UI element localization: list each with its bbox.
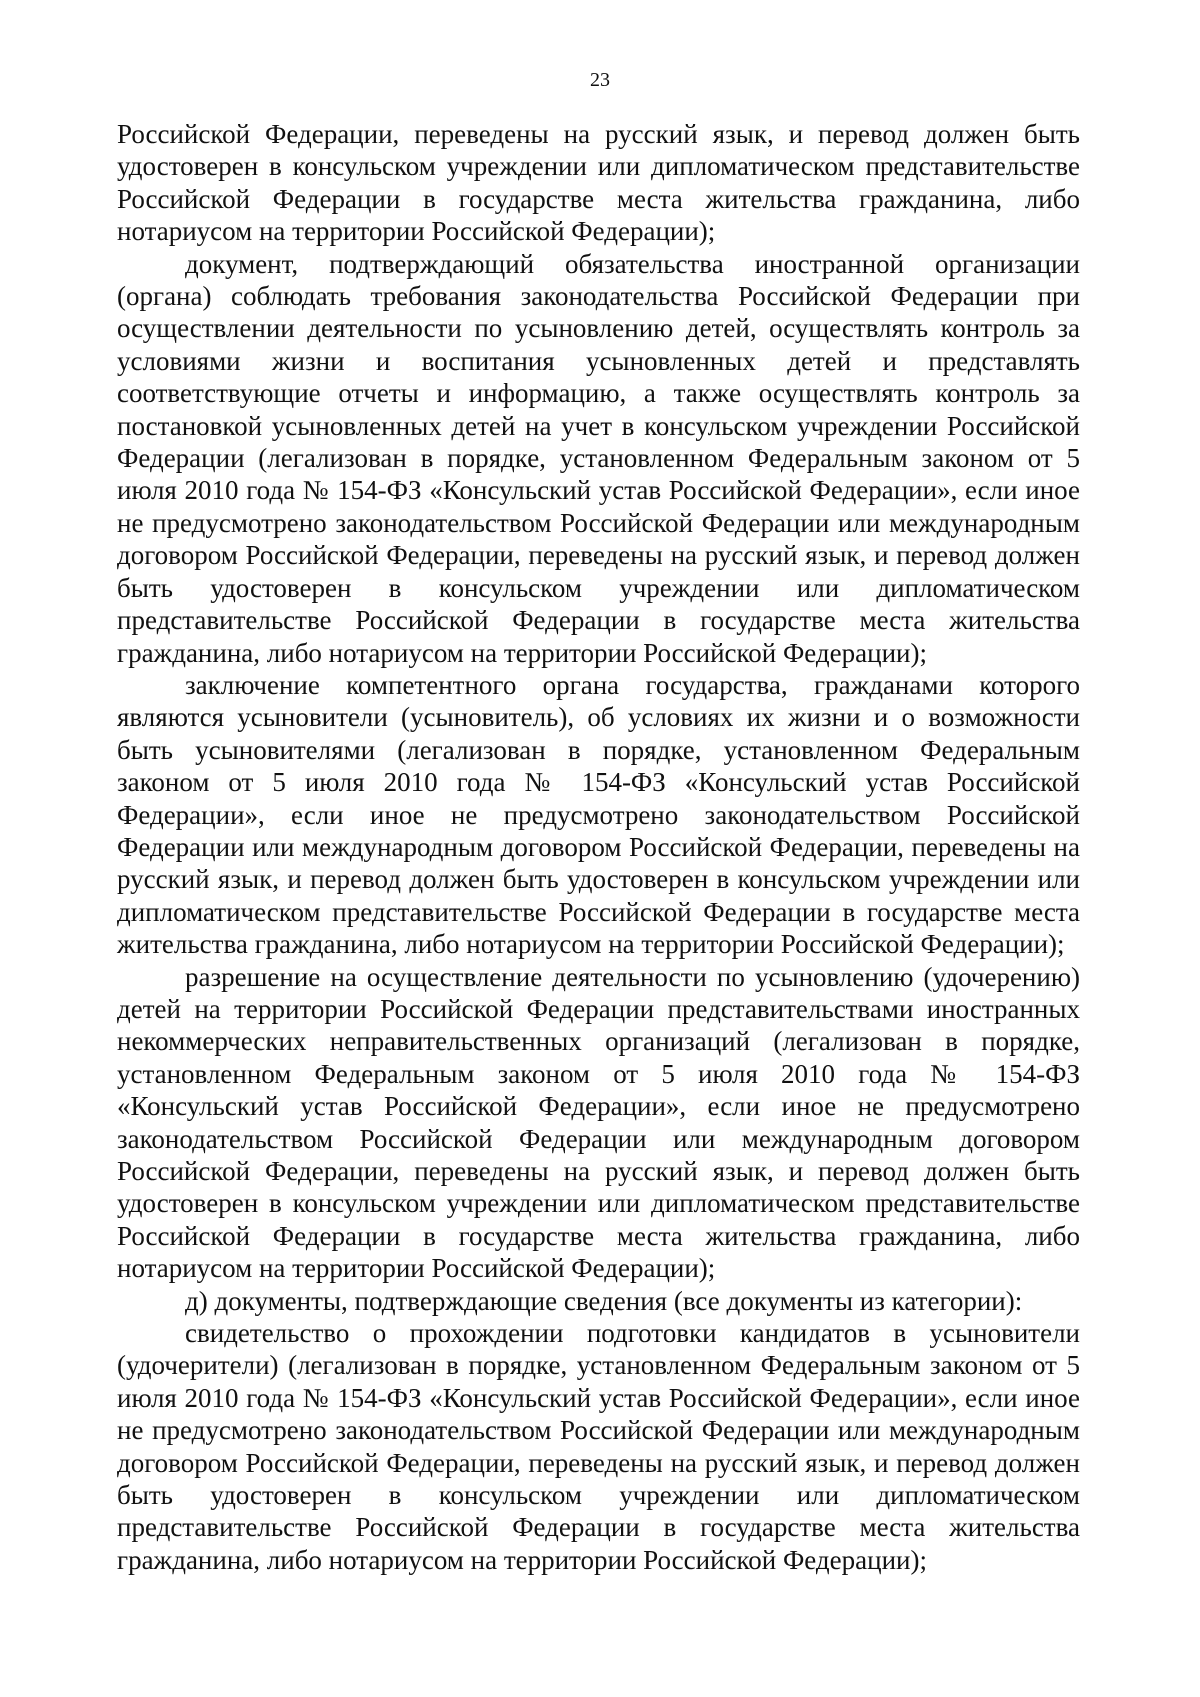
paragraph-item-d-heading: д) документы, подтверждающие сведения (все документы из категории): <box>185 1285 1023 1316</box>
paragraph-activity-permit: разрешение на осуществление деятельности по усыновлению (удочерению) детей на территории Российской Федерации представительствами иностранных некоммерческих неправительственных организаций (легализован в порядке, установленном Федеральным законом от 5 июля 2010 года № 154-ФЗ «Консульский устав Российской Федерации», если иное не предусмотрено законодательством Российской Федерации или международным договором Российской Федерации, переведены на русский язык, и перевод должен быть удостоверен в консульском учреждении или дипломатическом представительстве Российской Федерации в государстве места жительства гражданина, либо нотариусом на территории Российской Федерации); <box>117 961 1080 1284</box>
document-body <box>117 118 1080 1576</box>
page-number: 23 <box>590 69 610 91</box>
paragraph-competent-authority-conclusion: заключение компетентного органа государства, гражданами которого являются усыновители (усыновитель), об условиях их жизни и о возможности быть усыновителями (легализован в порядке, установленном Федеральным законом от 5 июля 2010 года № 154-ФЗ «Консульский устав Российской Федерации», если иное не предусмотрено законодательством Российской Федерации или международным договором Российской Федерации, переведены на русский язык, и перевод должен быть удостоверен в консульском учреждении или дипломатическом представительстве Российской Федерации в государстве места жительства гражданина, либо нотариусом на территории Российской Федерации); <box>117 669 1080 960</box>
paragraph-organization-obligations: документ, подтверждающий обязательства иностранной организации (органа) соблюдать требования законодательства Российской Федерации при осуществлении деятельности по усыновлению детей, осуществлять контроль за условиями жизни и воспитания усыновленных детей и представлять соответствующие отчеты и информацию, а также осуществлять контроль за постановкой усыновленных детей на учет в консульском учреждении Российской Федерации (легализован в порядке, установленном Федеральным законом от 5 июля 2010 года № 154-ФЗ «Консульский устав Российской Федерации», если иное не предусмотрено законодательством Российской Федерации или международным договором Российской Федерации, переведены на русский язык, и перевод должен быть удостоверен в консульском учреждении или дипломатическом представительстве Российской Федерации в государстве места жительства гражданина, либо нотариусом на территории Российской Федерации); <box>117 248 1080 668</box>
paragraph-training-certificate: свидетельство о прохождении подготовки кандидатов в усыновители (удочерители) (легализован в порядке, установленном Федеральным законом от 5 июля 2010 года № 154-ФЗ «Консульский устав Российской Федерации», если иное не предусмотрено законодательством Российской Федерации или международным договором Российской Федерации, переведены на русский язык, и перевод должен быть удостоверен в консульском учреждении или дипломатическом представительстве Российской Федерации в государстве места жительства гражданина, либо нотариусом на территории Российской Федерации); <box>117 1318 1080 1575</box>
paragraph-continuation: Российской Федерации, переведены на русский язык, и перевод должен быть удостоверен в консульском учреждении или дипломатическом представительстве Российской Федерации в государстве места жительства гражданина, либо нотариусом на территории Российской Федерации); <box>117 119 1080 247</box>
